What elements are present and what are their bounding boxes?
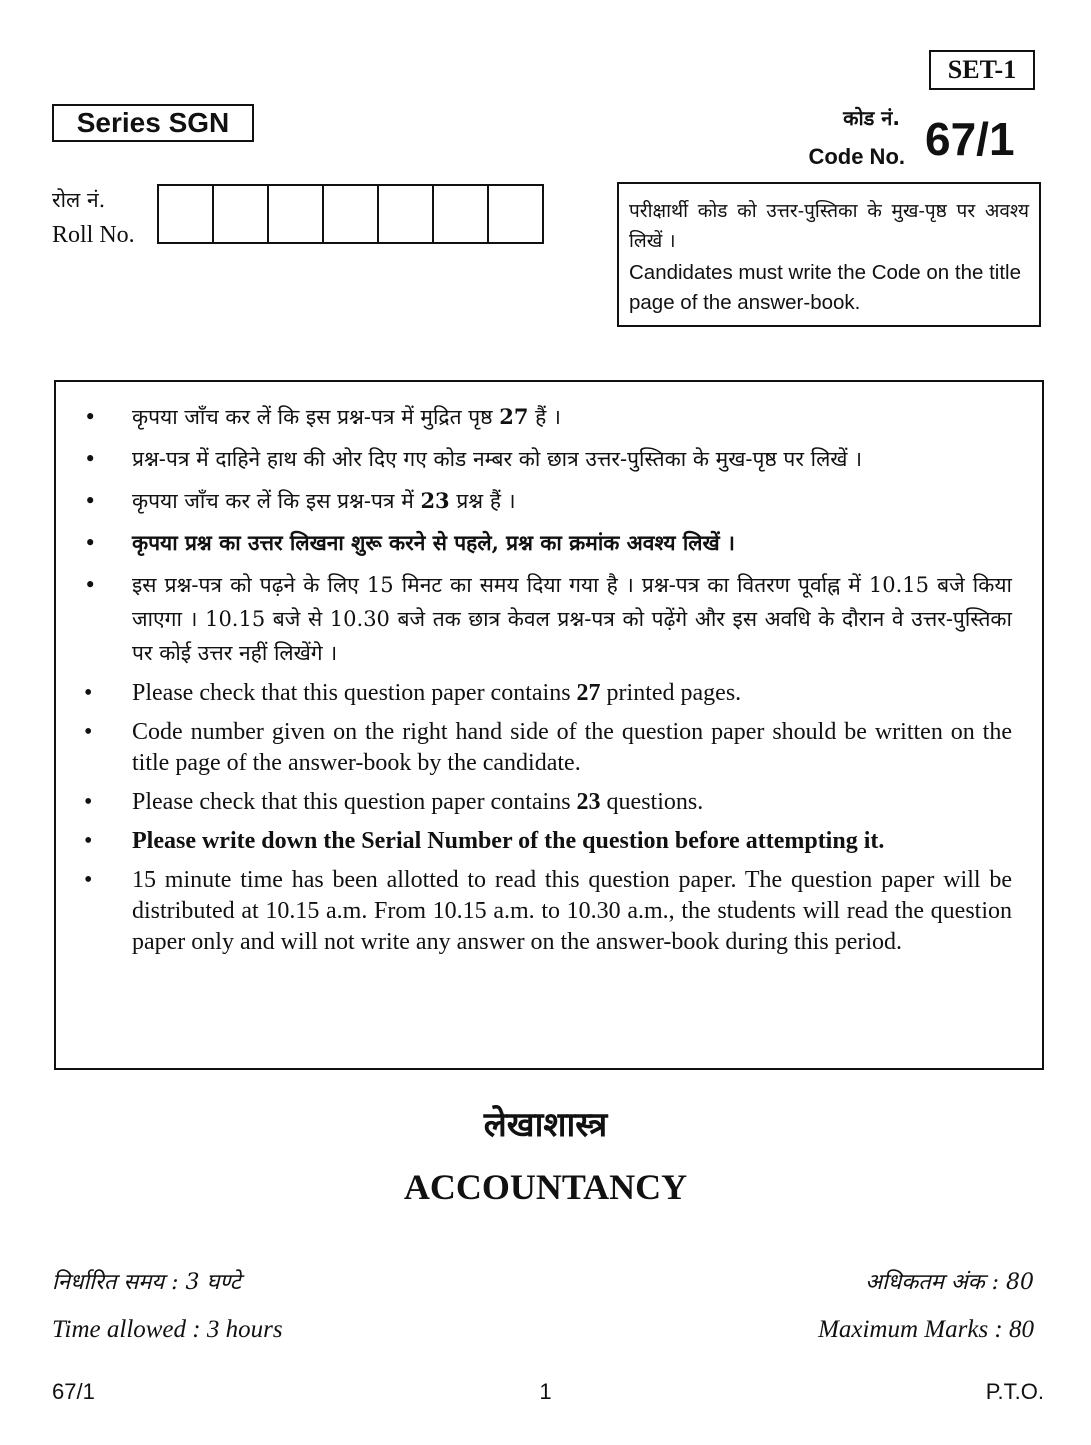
instruction-item <box>84 526 1012 560</box>
instruction-text-end: प्रश्न हैं । <box>449 489 516 513</box>
roll-cell-7[interactable] <box>489 186 544 242</box>
instruction-item <box>84 400 1012 434</box>
bullet-icon: • <box>84 489 97 513</box>
instruction-item <box>84 717 1012 779</box>
instruction-text-end: questions. <box>600 789 704 815</box>
bullet-icon: • <box>84 719 93 745</box>
bullet-icon: • <box>84 573 97 597</box>
instruction-item <box>84 678 1012 709</box>
code-instruction-box <box>617 182 1041 327</box>
code-number: 67/1 <box>925 113 1015 165</box>
code-label-english: Code No. <box>808 144 905 169</box>
instruction-text-end: हैं । <box>528 405 561 429</box>
instruction-item <box>84 787 1012 818</box>
code-label-hindi: कोड नं. <box>843 106 900 130</box>
code-note-hindi: परीक्षार्थी कोड को उत्तर-पुस्तिका के मुख-पृष्ठ पर अवश्य लिखें । <box>629 200 1029 252</box>
code-note-english: Candidates must write the Code on the title page of the answer-book. <box>629 261 1021 314</box>
instruction-text: प्रश्न-पत्र में दाहिने हाथ की ओर दिए गए कोड नम्बर को छात्र उत्तर-पुस्तिका के मुख-पृष्ठ पर लिखें । <box>132 447 863 471</box>
instruction-item <box>84 865 1012 958</box>
instruction-text: Code number given on the right hand side of the question paper should be written on the title page of the answer-book by the candidate. <box>132 719 1012 776</box>
instruction-text: कृपया जाँच कर लें कि इस प्रश्न-पत्र में <box>132 489 421 513</box>
time-allowed-english: Time allowed : 3 hours <box>52 1316 283 1343</box>
max-marks-hindi: अधिकतम अंक : 80 <box>865 1270 1034 1295</box>
series-label: Series SGN <box>52 104 254 142</box>
instruction-text: इस प्रश्न-पत्र को पढ़ने के लिए 15 मिनट का समय दिया गया है । प्रश्न-पत्र का वितरण पूर्वाह्न में 10.15 बजे किया जाएगा । 10.15 बजे से 10.30 बजे तक छात्र केवल प्रश्न-पत्र को पढ़ेंगे और इस अवधि के दौरान वे उत्तर-पुस्तिका पर कोई उत्तर नहीं लिखेंगे । <box>132 573 1012 665</box>
page-number: 1 <box>539 1379 552 1404</box>
instructions-box <box>54 380 1044 1070</box>
bullet-icon: • <box>84 447 97 471</box>
roll-number-boxes[interactable] <box>157 184 544 244</box>
bullet-icon: • <box>84 828 93 854</box>
bullet-icon: • <box>84 867 93 893</box>
instruction-bold: Please write down the Serial Number of the question before attempting it. <box>132 828 885 854</box>
bullet-icon: • <box>84 680 93 706</box>
instruction-bold: 27 <box>499 404 529 429</box>
roll-cell-1[interactable] <box>159 186 214 242</box>
instruction-bold: कृपया प्रश्न का उत्तर लिखना शुरू करने से पहले, प्रश्न का क्रमांक अवश्य लिखें । <box>132 530 735 555</box>
instruction-item <box>84 568 1012 670</box>
roll-cell-4[interactable] <box>324 186 379 242</box>
roll-cell-5[interactable] <box>379 186 434 242</box>
instructions-list <box>84 400 1012 958</box>
roll-label-hindi: रोल नं. <box>52 188 106 212</box>
subject-title-english: ACCOUNTANCY <box>403 1167 688 1207</box>
roll-label-english: Roll No. <box>52 222 135 248</box>
instruction-bold: 27 <box>576 680 601 706</box>
instruction-bold: 23 <box>420 488 450 513</box>
max-marks-english: Maximum Marks : 80 <box>818 1316 1034 1343</box>
roll-cell-2[interactable] <box>214 186 269 242</box>
instruction-text: Please check that this question paper contains <box>132 680 577 706</box>
instruction-bold: 23 <box>576 789 601 815</box>
bullet-icon: • <box>84 531 97 555</box>
instruction-text-end: printed pages. <box>600 680 742 706</box>
instruction-item <box>84 442 1012 476</box>
roll-cell-3[interactable] <box>269 186 324 242</box>
instruction-item <box>84 826 1012 857</box>
set-label: SET-1 <box>929 50 1035 90</box>
instruction-text: कृपया जाँच कर लें कि इस प्रश्न-पत्र में मुद्रित पृष्ठ <box>132 405 500 429</box>
time-allowed-hindi: निर्धारित समय : 3 घण्टे <box>52 1270 241 1295</box>
subject-title-hindi: लेखाशास्त्र <box>483 1105 608 1145</box>
instruction-item <box>84 484 1012 518</box>
bullet-icon: • <box>84 405 97 429</box>
bullet-icon: • <box>84 789 93 815</box>
instruction-text: Please check that this question paper contains <box>132 789 577 815</box>
instruction-text: 15 minute time has been allotted to read this question paper. The question paper will be distributed at 10.15 a.m. From 10.15 a.m. to 10.30 a.m., the students will read the question paper only and will not write any answer on the answer-book during this period. <box>132 867 1012 955</box>
please-turn-over: P.T.O. <box>985 1379 1044 1404</box>
roll-cell-6[interactable] <box>434 186 489 242</box>
footer-code: 67/1 <box>52 1379 95 1404</box>
